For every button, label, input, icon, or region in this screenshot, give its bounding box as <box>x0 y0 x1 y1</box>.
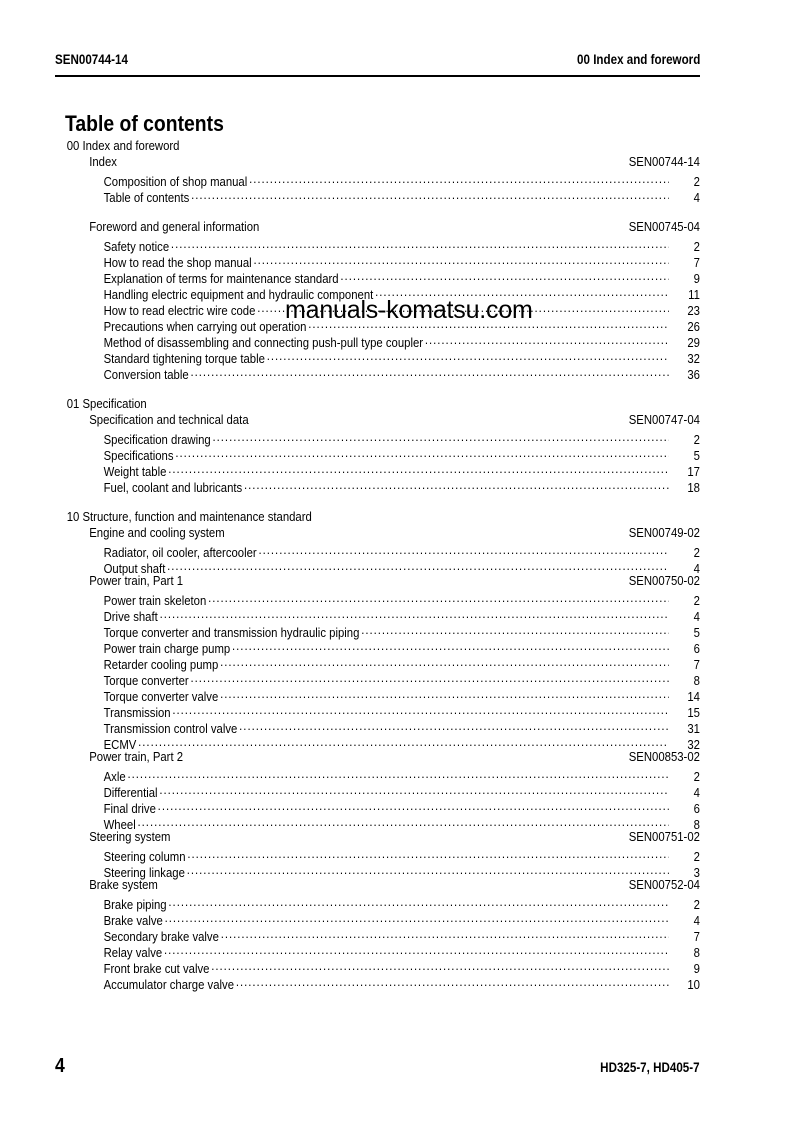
toc-entry[interactable] <box>55 653 700 672</box>
toc-page-number: 2 <box>693 850 700 864</box>
toc-label: Wheel <box>103 818 136 832</box>
toc-entry[interactable] <box>55 909 700 928</box>
footer-model-names <box>584 1060 700 1075</box>
toc-label: Precautions when carrying out operation <box>103 320 307 334</box>
header-section-title <box>557 52 700 67</box>
toc-page-number: 32 <box>687 352 700 366</box>
toc-label: Torque converter and transmission hydraulic piping <box>103 626 360 640</box>
toc-label: 00 Index and foreword <box>66 139 180 153</box>
toc-entry[interactable] <box>55 685 700 704</box>
toc-entry[interactable] <box>55 925 700 944</box>
toc-entry[interactable] <box>55 557 700 576</box>
toc-page-number: 11 <box>688 288 700 302</box>
toc-page-number: 2 <box>693 770 700 784</box>
toc-group-heading <box>55 749 700 765</box>
toc-page-number: 2 <box>693 433 700 447</box>
toc-label: Brake piping <box>103 898 167 912</box>
header-document-code-text: SEN00744-14 <box>55 52 128 67</box>
toc-label: Torque converter <box>103 674 189 688</box>
dot-leader <box>165 909 669 925</box>
toc-label: Relay valve <box>103 946 163 960</box>
toc-label: Final drive <box>103 802 156 816</box>
table-of-contents <box>55 138 700 992</box>
toc-page-number: 3 <box>693 866 700 880</box>
toc-entry[interactable] <box>55 973 700 992</box>
toc-page-number: 2 <box>693 546 700 560</box>
toc-entry[interactable] <box>55 765 700 784</box>
header-document-code <box>55 52 140 67</box>
page-footer <box>55 1055 700 1078</box>
toc-entry[interactable] <box>55 235 700 254</box>
toc-label: Brake valve <box>103 914 163 928</box>
toc-entry[interactable] <box>55 460 700 479</box>
dot-leader <box>244 476 668 492</box>
toc-label: Steering linkage <box>103 866 185 880</box>
toc-page-number: 4 <box>693 914 700 928</box>
dot-leader <box>190 669 668 685</box>
dot-leader <box>213 428 669 444</box>
toc-entry[interactable] <box>55 170 700 189</box>
toc-page-number: 2 <box>693 175 700 189</box>
page-title-text: Table of contents <box>65 110 224 136</box>
toc-label: Front brake cut valve <box>103 962 210 976</box>
dot-leader <box>168 893 668 909</box>
toc-page-number: 5 <box>693 626 700 640</box>
toc-page-number: 32 <box>687 738 700 752</box>
toc-label: Conversion table <box>103 368 189 382</box>
toc-label: Transmission <box>103 706 171 720</box>
toc-page-number: 18 <box>687 481 700 495</box>
toc-section-heading <box>55 396 700 412</box>
toc-page-number: 17 <box>687 465 700 479</box>
toc-document-code: SEN00745-04 <box>628 220 700 234</box>
toc-label: How to read electric wire code <box>103 304 256 318</box>
toc-entry[interactable] <box>55 621 700 640</box>
toc-label: Specification and technical data <box>89 413 249 427</box>
dot-leader <box>175 444 668 460</box>
footer-page-number-text: 4 <box>55 1055 65 1077</box>
toc-group-heading <box>55 219 700 235</box>
toc-entry[interactable] <box>55 251 700 270</box>
toc-label: Transmission control valve <box>103 722 238 736</box>
toc-entry[interactable] <box>55 541 700 560</box>
toc-document-code: SEN00750-02 <box>628 574 700 588</box>
dot-leader <box>340 267 668 283</box>
dot-leader <box>158 797 669 813</box>
dot-leader <box>191 186 668 202</box>
toc-entry[interactable] <box>55 267 700 286</box>
toc-entry[interactable] <box>55 893 700 912</box>
toc-label: Secondary brake valve <box>103 930 219 944</box>
header-section-title-text: 00 Index and foreword <box>576 52 700 67</box>
toc-label: ECMV <box>103 738 137 752</box>
toc-page-number: 8 <box>693 946 700 960</box>
dot-leader <box>220 685 668 701</box>
toc-entry[interactable] <box>55 428 700 447</box>
toc-label: 01 Specification <box>66 397 147 411</box>
toc-group-heading <box>55 412 700 428</box>
toc-label: Handling electric equipment and hydraulic component <box>103 288 374 302</box>
toc-group-heading <box>55 573 700 589</box>
toc-document-code: SEN00751-02 <box>628 830 700 844</box>
toc-page-number: 4 <box>693 610 700 624</box>
toc-entry[interactable] <box>55 347 700 366</box>
toc-label: 10 Structure, function and maintenance standard <box>66 510 312 524</box>
toc-label: Specifications <box>103 449 174 463</box>
dot-leader <box>267 347 669 363</box>
toc-label: Specification drawing <box>103 433 211 447</box>
toc-entry[interactable] <box>55 701 700 720</box>
dot-leader <box>168 460 668 476</box>
toc-group-heading <box>55 525 700 541</box>
toc-label: Torque converter valve <box>103 690 219 704</box>
toc-label: How to read the shop manual <box>103 256 252 270</box>
toc-page-number: 23 <box>687 304 700 318</box>
toc-entry[interactable] <box>55 845 700 864</box>
dot-leader <box>159 781 668 797</box>
toc-entry[interactable] <box>55 637 700 656</box>
dot-leader <box>138 733 668 749</box>
toc-entry[interactable] <box>55 331 700 350</box>
toc-entry[interactable] <box>55 363 700 382</box>
toc-page-number: 7 <box>693 930 700 944</box>
page-title <box>65 110 246 136</box>
toc-document-code: SEN00853-02 <box>628 750 700 764</box>
toc-entry[interactable] <box>55 813 700 832</box>
toc-label: Engine and cooling system <box>89 526 225 540</box>
dot-leader <box>164 941 668 957</box>
toc-document-code: SEN00747-04 <box>628 413 700 427</box>
toc-page-number: 26 <box>687 320 700 334</box>
toc-entry[interactable] <box>55 957 700 976</box>
toc-entry[interactable] <box>55 941 700 960</box>
toc-label: Output shaft <box>103 562 166 576</box>
toc-document-code: SEN00752-04 <box>628 878 700 892</box>
dot-leader <box>160 605 669 621</box>
dot-leader <box>258 541 668 557</box>
dot-leader <box>171 235 669 251</box>
toc-page-number: 9 <box>693 272 700 286</box>
toc-entry[interactable] <box>55 861 700 880</box>
toc-document-code: SEN00744-14 <box>628 155 700 169</box>
toc-page-number: 6 <box>693 802 700 816</box>
footer-model-names-text: HD325-7, HD405-7 <box>600 1060 700 1075</box>
toc-page-number: 8 <box>693 818 700 832</box>
toc-page-number: 9 <box>693 962 700 976</box>
toc-label: Composition of shop manual <box>103 175 248 189</box>
dot-leader <box>253 251 668 267</box>
toc-page-number: 6 <box>693 642 700 656</box>
dot-leader <box>167 557 668 573</box>
toc-label: Fuel, coolant and lubricants <box>103 481 243 495</box>
toc-label: Safety notice <box>103 240 170 254</box>
toc-entry[interactable] <box>55 797 700 816</box>
toc-label: Table of contents <box>103 191 190 205</box>
dot-leader <box>425 331 669 347</box>
dot-leader <box>190 363 668 379</box>
header-divider <box>55 75 700 77</box>
toc-entry[interactable] <box>55 717 700 736</box>
toc-page-number: 7 <box>693 256 700 270</box>
toc-label: Steering column <box>103 850 186 864</box>
dot-leader <box>232 637 668 653</box>
toc-page-number: 2 <box>693 240 700 254</box>
toc-page-number: 5 <box>693 449 700 463</box>
toc-section-heading <box>55 509 700 525</box>
toc-page-number: 2 <box>693 898 700 912</box>
toc-label: Power train, Part 2 <box>89 750 184 764</box>
toc-label: Axle <box>103 770 126 784</box>
watermark: manuals-komatsu.com <box>285 296 533 324</box>
toc-entry[interactable] <box>55 605 700 624</box>
toc-label: Steering system <box>89 830 171 844</box>
dot-leader <box>187 861 669 877</box>
toc-label: Method of disassembling and connecting push-pull type coupler <box>103 336 424 350</box>
toc-label: Accumulator charge valve <box>103 978 235 992</box>
dot-leader <box>220 653 668 669</box>
toc-page-number: 29 <box>687 336 700 350</box>
toc-entry[interactable] <box>55 589 700 608</box>
toc-label: Retarder cooling pump <box>103 658 219 672</box>
toc-page-number: 31 <box>687 722 700 736</box>
dot-leader <box>127 765 668 781</box>
toc-entry[interactable] <box>55 476 700 495</box>
dot-leader <box>138 813 669 829</box>
dot-leader <box>249 170 668 186</box>
toc-entry[interactable] <box>55 186 700 205</box>
toc-group-heading <box>55 154 700 170</box>
toc-entry[interactable] <box>55 733 700 752</box>
toc-entry[interactable] <box>55 781 700 800</box>
toc-label: Standard tightening torque table <box>103 352 265 366</box>
dot-leader <box>221 925 669 941</box>
toc-label: Foreword and general information <box>89 220 260 234</box>
toc-page-number: 4 <box>693 786 700 800</box>
toc-section-heading <box>55 138 700 154</box>
toc-entry[interactable] <box>55 669 700 688</box>
dot-leader <box>361 621 668 637</box>
dot-leader <box>172 701 668 717</box>
toc-page-number: 7 <box>693 658 700 672</box>
dot-leader <box>187 845 668 861</box>
toc-page-number: 15 <box>687 706 700 720</box>
toc-label: Power train, Part 1 <box>89 574 184 588</box>
toc-label: Brake system <box>89 878 158 892</box>
dot-leader <box>208 589 668 605</box>
toc-group-heading <box>55 829 700 845</box>
toc-label: Differential <box>103 786 158 800</box>
footer-page-number <box>55 1055 66 1078</box>
dot-leader <box>236 973 669 989</box>
toc-page-number: 36 <box>687 368 700 382</box>
toc-page-number: 10 <box>687 978 700 992</box>
dot-leader <box>239 717 668 733</box>
toc-page-number: 8 <box>693 674 700 688</box>
toc-label: Drive shaft <box>103 610 158 624</box>
toc-page-number: 4 <box>693 191 700 205</box>
page-header <box>55 52 700 67</box>
toc-page-number: 4 <box>693 562 700 576</box>
toc-label: Power train charge pump <box>103 642 231 656</box>
toc-label: Index <box>89 155 117 169</box>
toc-page-number: 2 <box>693 594 700 608</box>
toc-entry[interactable] <box>55 444 700 463</box>
toc-label: Power train skeleton <box>103 594 207 608</box>
dot-leader <box>211 957 668 973</box>
toc-document-code: SEN00749-02 <box>628 526 700 540</box>
toc-group-heading <box>55 877 700 893</box>
toc-label: Radiator, oil cooler, aftercooler <box>103 546 257 560</box>
toc-page-number: 14 <box>687 690 700 704</box>
toc-label: Weight table <box>103 465 167 479</box>
toc-label: Explanation of terms for maintenance standard <box>103 272 339 286</box>
